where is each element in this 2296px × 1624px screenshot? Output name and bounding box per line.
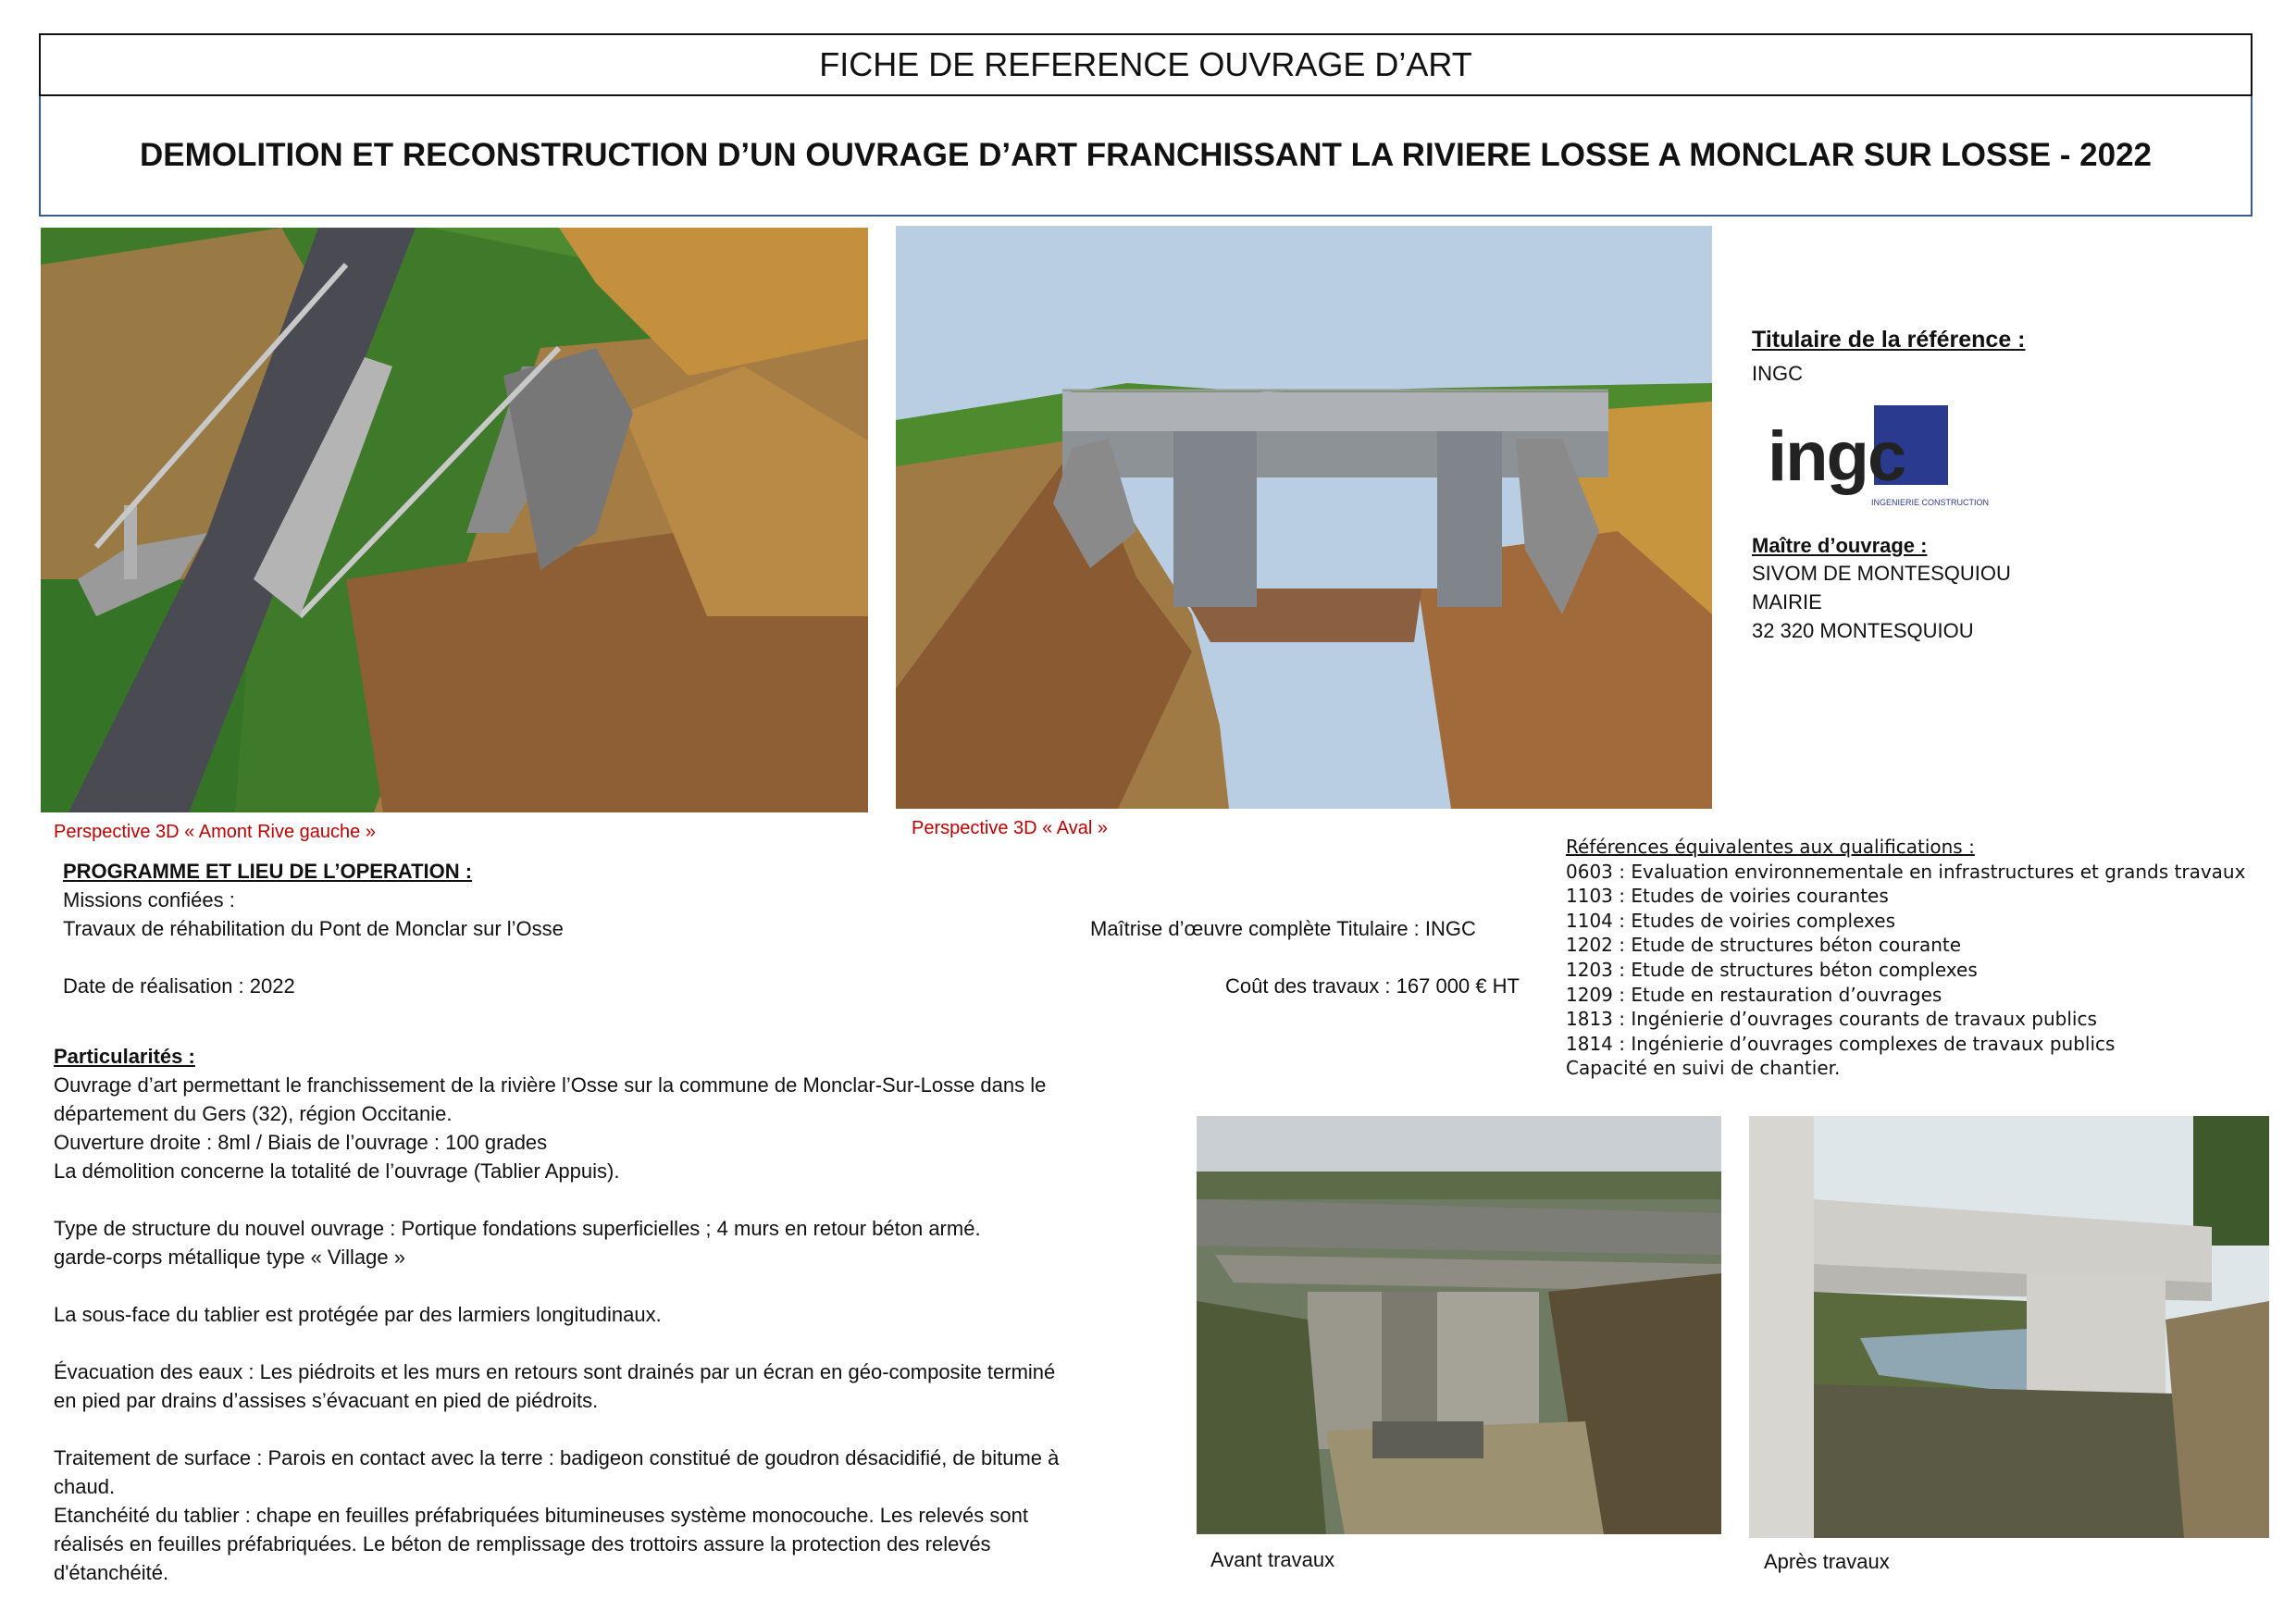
perspective-amont-image <box>41 228 868 812</box>
particularites-line: Type de structure du nouvel ouvrage : Portique fondations superficielles ; 4 murs en retour béton armé. <box>54 1217 981 1240</box>
fiche-title-box <box>39 33 2253 96</box>
reference-item: 1103 : Etudes de voiries courantes <box>1566 885 1889 908</box>
logo-subtitle: INGENIERIE CONSTRUCTION <box>1871 498 1990 507</box>
reference-item: 1104 : Etudes de voiries complexes <box>1566 909 1895 932</box>
particularites-line: chaud. <box>54 1475 116 1498</box>
particularites-line: garde-corps métallique type « Village » <box>54 1246 405 1269</box>
particularites-line: Traitement de surface : Parois en contact avec la terre : badigeon constitué de goudron désacidifié, de bitume à <box>54 1446 1060 1469</box>
particularites-line: Ouverture droite : 8ml / Biais de l’ouvrage : 100 grades <box>54 1131 548 1154</box>
reference-item: 1203 : Etude de structures béton complexes <box>1566 958 1978 981</box>
titulaire-label: Titulaire de la référence : <box>1752 327 2026 353</box>
particularites-line <box>54 1329 1183 1357</box>
particularites-line: Évacuation des eaux : Les piédroits et les murs en retours sont drainés par un écran en géo-composite terminé <box>54 1360 1056 1383</box>
particularites-line: Ouvrage d’art permettant le franchissement de la rivière l’Osse sur la commune de Monclar-Sur-Losse dans le <box>54 1073 1047 1097</box>
maitre-line-2: MAIRIE <box>1752 590 1822 614</box>
ingc-logo <box>1768 398 1990 518</box>
maitrise-text: Maîtrise d’œuvre complète Titulaire : INGC <box>1090 917 1476 940</box>
avant-caption: Avant travaux <box>1210 1548 1335 1571</box>
reference-item: 1814 : Ingénierie d’ouvrages complexes de travaux publics <box>1566 1032 2116 1055</box>
reference-item: 1209 : Etude en restauration d’ouvrages <box>1566 983 1942 1006</box>
particularites-line: La démolition concerne la totalité de l’ouvrage (Tablier Appuis). <box>54 1159 620 1183</box>
reference-item: 1202 : Etude de structures béton courante <box>1566 934 1962 957</box>
particularites-line: réalisés en feuilles préfabriquées. Le béton de remplissage des trottoirs assure la protection des relevés <box>54 1532 991 1556</box>
references-title: Références équivalentes aux qualifications : <box>1566 836 1975 858</box>
particularites-heading: Particularités : <box>54 1045 195 1068</box>
particularites-line: en pied par drains d’assises s’évacuant en pied de piédroits. <box>54 1389 599 1412</box>
fiche-title: FICHE DE REFERENCE OUVRAGE D’ART <box>819 45 1472 83</box>
maitre-label: Maître d’ouvrage : <box>1752 534 1928 557</box>
particularites-line <box>54 1415 1183 1444</box>
main-title: DEMOLITION ET RECONSTRUCTION D’UN OUVRAGE D’ART FRANCHISSANT LA RIVIERE LOSSE A MONCLAR SUR LOSSE - 2022 <box>139 137 2153 173</box>
reference-item: Capacité en suivi de chantier. <box>1566 1057 1841 1080</box>
main-title-box <box>39 96 2253 217</box>
particularites-line: département du Gers (32), région Occitanie. <box>54 1102 453 1125</box>
amont-caption: Perspective 3D « Amont Rive gauche » <box>54 822 376 842</box>
reference-item: 0603 : Evaluation environnementale en infrastructures et grands travaux <box>1566 860 2246 883</box>
programme-heading: PROGRAMME ET LIEU DE L’OPERATION : <box>63 860 473 883</box>
apres-caption: Après travaux <box>1764 1550 1890 1573</box>
particularites-line <box>54 1271 1183 1300</box>
particularites-line: d'étanchéité. <box>54 1561 169 1584</box>
maitre-line-1: SIVOM DE MONTESQUIOU <box>1752 562 2011 585</box>
missions-label: Missions confiées : <box>63 888 235 911</box>
particularites-line <box>54 1185 1183 1214</box>
particularites-body <box>54 1071 1183 1587</box>
reference-item: 1813 : Ingénierie d’ouvrages courants de travaux publics <box>1566 1008 2097 1031</box>
missions-text: Travaux de réhabilitation du Pont de Monclar sur l’Osse <box>63 917 564 940</box>
maitre-line-3: 32 320 MONTESQUIOU <box>1752 619 1974 642</box>
titulaire-name: INGC <box>1752 362 1803 385</box>
cout-text: Coût des travaux : 167 000 € HT <box>1225 974 1520 998</box>
aval-caption: Perspective 3D « Aval » <box>912 818 1108 838</box>
particularites-line: Etanchéité du tablier : chape en feuilles préfabriquées bitumineuses système monocouche. Les relevés sont <box>54 1504 1028 1527</box>
references-block <box>1566 835 2269 1081</box>
apres-travaux-photo <box>1749 1116 2269 1538</box>
perspective-aval-image <box>896 226 1712 809</box>
logo-text: ingc <box>1768 417 1905 496</box>
date-text: Date de réalisation : 2022 <box>63 974 295 998</box>
particularites-line: La sous-face du tablier est protégée par des larmiers longitudinaux. <box>54 1303 662 1326</box>
avant-travaux-photo <box>1197 1116 1721 1534</box>
